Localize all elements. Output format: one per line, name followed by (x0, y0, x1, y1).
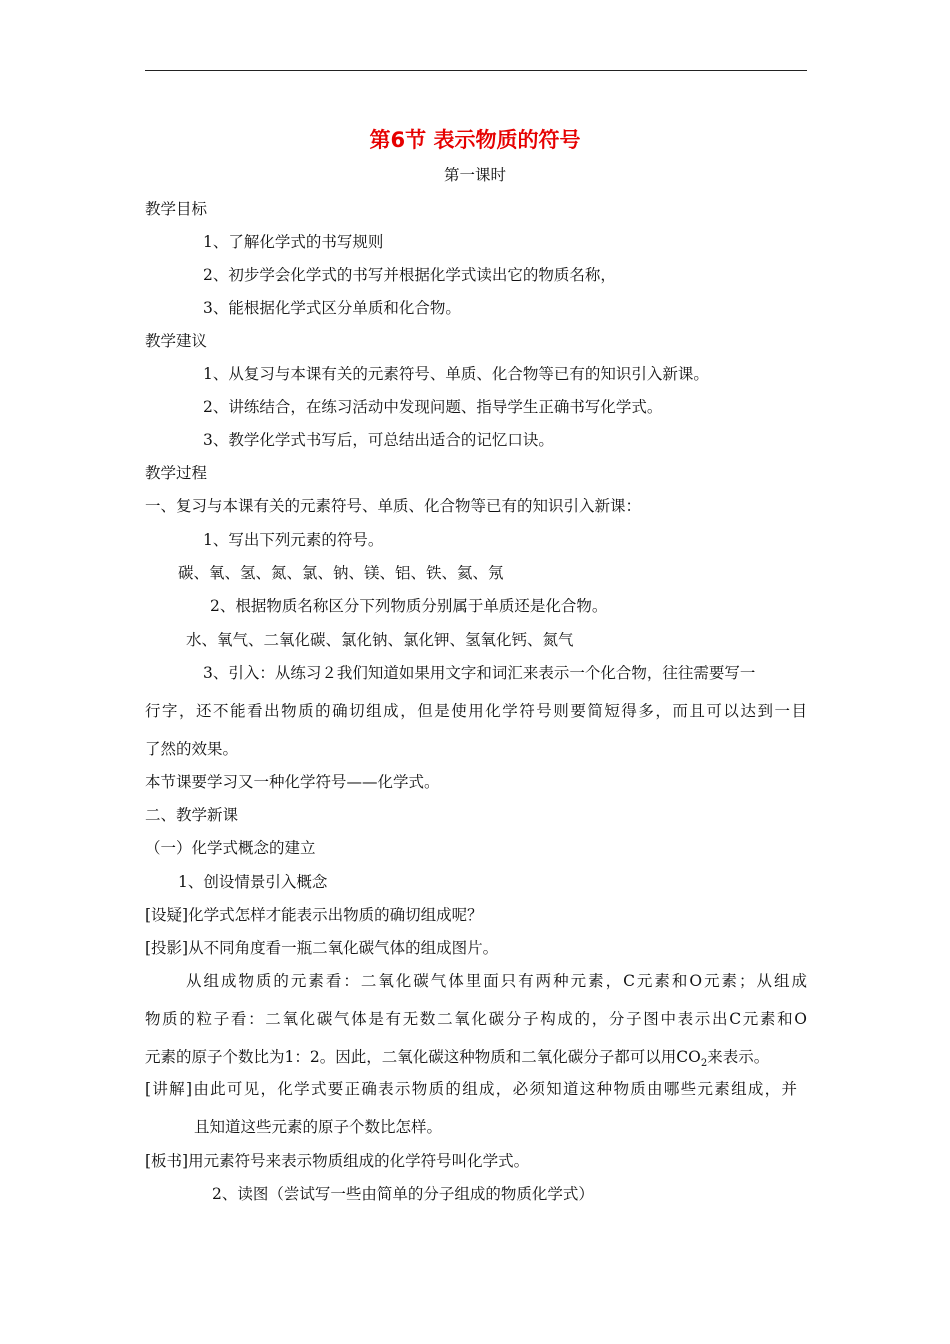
paragraph-line-formula (145, 1047, 769, 1074)
objective-item: 3、能根据化学式区分单质和化合物。 (203, 299, 461, 317)
exercise-content: 水、氧气、二氧化碳、氯化钠、氯化钾、氢氧化钙、氮气 (186, 631, 574, 649)
section-heading-process: 教学过程 (145, 464, 208, 482)
page-subtitle: 第一课时 (443, 166, 506, 184)
suggestion-item: 2、讲练结合，在练习活动中发现问题、指导学生正确书写化学式。 (203, 398, 663, 416)
subsection-item: 2、读图（尝试写一些由简单的分子组成的物质化学式） (212, 1185, 594, 1203)
exercise-item: 2、根据物质名称区分下列物质分别属于单质还是化合物。 (210, 597, 608, 615)
chemical-formula: $CO_2$ (676, 1048, 708, 1070)
paragraph-line: 本节课要学习又一种化学符号——化学式。 (145, 773, 440, 791)
objective-item: 1、了解化学式的书写规则 (203, 233, 384, 251)
paragraph-line: 行字，还不能看出物质的确切组成，但是使用化学符号则要简短得多，而且可以达到一目 (145, 702, 807, 720)
page-title: 第6节 表示物质的符号 (369, 128, 581, 152)
dialog-line: 且知道这些元素的原子个数比怎样。 (194, 1118, 443, 1136)
section-heading-suggestions: 教学建议 (145, 332, 208, 350)
paragraph-text: 来表示。 (707, 1048, 770, 1066)
exercise-item: 1、写出下列元素的符号。 (203, 531, 384, 549)
dialog-line: [讲解]由此可见，化学式要正确表示物质的组成，必须知道这种物质由哪些元素组成，并 (145, 1080, 797, 1098)
paragraph-line: 3、引入：从练习２我们知道如果用文字和词汇来表示一个化合物，往往需要写一 (203, 664, 756, 682)
dialog-line: [设疑]化学式怎样才能表示出物质的确切组成呢？ (145, 906, 483, 924)
process-step-heading: 二、教学新课 (145, 806, 239, 824)
header-rule (145, 70, 807, 71)
dialog-line: [投影]从不同角度看一瓶二氧化碳气体的组成图片。 (145, 939, 499, 957)
exercise-content: 碳、氧、氢、氮、氯、钠、镁、铝、铁、氦、氖 (178, 564, 504, 582)
objective-item: 2、初步学会化学式的书写并根据化学式读出它的物质名称， (203, 266, 616, 284)
process-step-heading: 一、复习与本课有关的元素符号、单质、化合物等已有的知识引入新课： (145, 497, 642, 515)
paragraph-line: 了然的效果。 (145, 740, 239, 758)
suggestion-item: 1、从复习与本课有关的元素符号、单质、化合物等已有的知识引入新课。 (203, 365, 709, 383)
subsection-heading: （一）化学式概念的建立 (145, 839, 316, 857)
paragraph-line: 物质的粒子看：二氧化碳气体是有无数二氧化碳分子构成的，分子图中表示出C元素和O (145, 1010, 807, 1028)
suggestion-item: 3、教学化学式书写后，可总结出适合的记忆口诀。 (203, 431, 554, 449)
section-heading-objectives: 教学目标 (145, 200, 208, 218)
paragraph-text: 元素的原子个数比为1：2。因此，二氧化碳这种物质和二氧化碳分子都可以用 (145, 1048, 677, 1066)
paragraph-line: 从组成物质的元素看：二氧化碳气体里面只有两种元素，C元素和O元素；从组成 (186, 972, 807, 990)
subsection-item: 1、创设情景引入概念 (178, 873, 328, 891)
dialog-line: [板书]用元素符号来表示物质组成的化学符号叫化学式。 (145, 1152, 530, 1170)
